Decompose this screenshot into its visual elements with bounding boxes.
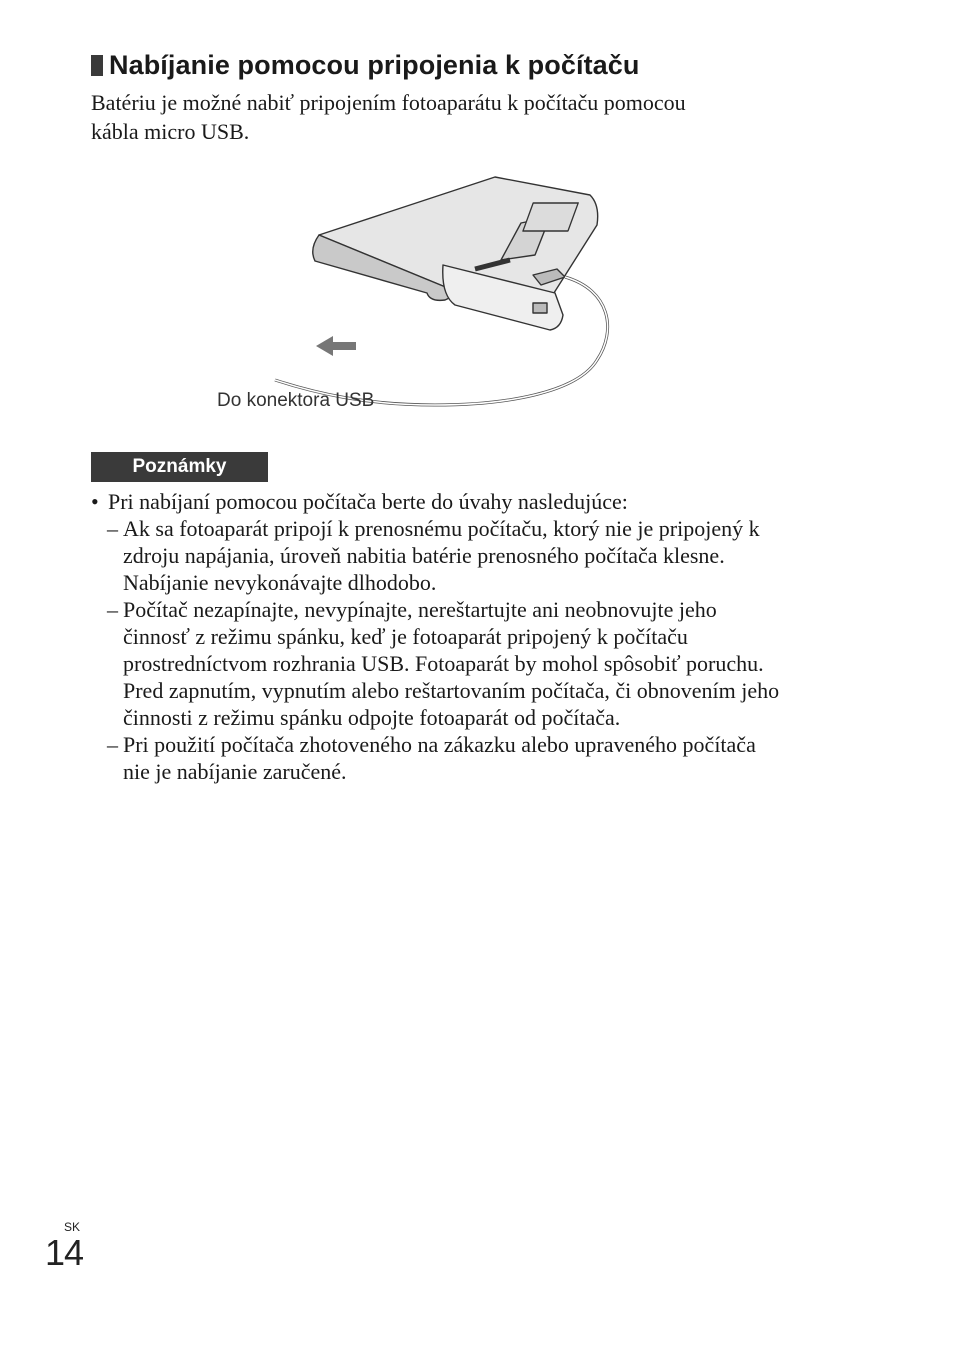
notes-sub-item — [91, 731, 871, 785]
intro-line: Batériu je možné nabiť pripojením fotoaparátu k počítaču pomocou — [91, 90, 686, 115]
note-line: zdroju napájania, úroveň nabitia batérie prenosného počítača klesne. — [123, 543, 725, 568]
note-line: Nabíjanie nevykonávajte dlhodobo. — [123, 570, 437, 595]
note-line: činnosti z režimu spánku odpojte fotoaparát od počítača. — [123, 705, 621, 730]
camera-screen — [523, 203, 578, 231]
figure-caption: Do konektora USB — [217, 390, 375, 411]
notes-label: Poznámky — [91, 452, 268, 482]
heading-text: Nabíjanie pomocou pripojenia k počítaču — [109, 50, 640, 80]
intro-paragraph — [91, 88, 851, 146]
note-line: činnosť z režimu spánku, keď je fotoaparát pripojený k počítaču — [123, 624, 688, 649]
battery-door-latch — [533, 303, 547, 313]
page-number: 14 — [45, 1232, 84, 1273]
bullet-icon: • — [91, 489, 99, 514]
direction-arrow-icon — [316, 336, 356, 356]
camera-usb-illustration — [205, 165, 635, 420]
note-line: prostredníctvom rozhrania USB. Fotoaparát by mohol spôsobiť poruchu. — [123, 651, 764, 676]
notes-main-text: Pri nabíjaní pomocou počítača berte do úvahy nasledujúce: — [108, 489, 628, 514]
note-line: Pred zapnutím, vypnutím alebo reštartovaním počítača, či obnovením jeho — [123, 678, 780, 703]
notes-sub-item — [91, 596, 871, 731]
notes-sub-item — [91, 515, 871, 596]
note-line: Pri použití počítača zhotoveného na zákazku alebo upraveného počítača — [123, 732, 756, 757]
note-line: Počítač nezapínajte, nevypínajte, nereštartujte ani neobnovujte jeho — [123, 597, 717, 622]
dash-icon: – — [107, 597, 118, 622]
dash-icon: – — [107, 516, 118, 541]
intro-line: kábla micro USB. — [91, 119, 250, 144]
note-line: nie je nabíjanie zaručené. — [123, 759, 347, 784]
notes-list — [91, 488, 871, 785]
language-code: SK — [64, 1220, 81, 1234]
notes-main-item — [91, 488, 871, 515]
note-line: Ak sa fotoaparát pripojí k prenosnému počítaču, ktorý nie je pripojený k — [123, 516, 760, 541]
heading-marker-icon — [91, 55, 103, 76]
dash-icon: – — [107, 732, 118, 757]
section-heading — [91, 50, 639, 81]
